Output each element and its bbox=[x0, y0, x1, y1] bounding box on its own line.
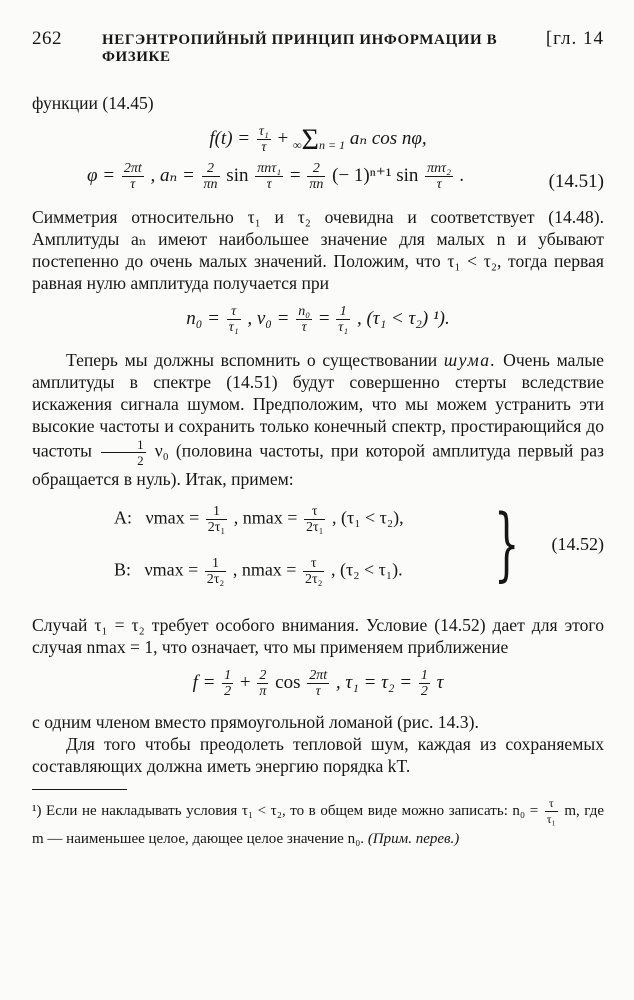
page-header bbox=[32, 28, 604, 66]
book-page bbox=[32, 28, 604, 978]
equation-number: (14.51) bbox=[548, 171, 604, 192]
intro-text: функции (14.45) bbox=[32, 93, 154, 113]
paragraph-symmetry: Симметрия относительно τ₁ и τ₂ очевидна и соответствует (14.48). Амплитуды aₙ имеют наибольшее значение для малых n и убывают постепенно до очень малых значений. Положим, что τ₁ < τ₂, тогда первая равная нулю амплитуда получается при bbox=[32, 207, 604, 293]
paragraph-thermal-noise: Для того чтобы преодолеть тепловой шум, каждая из сохраняемых составляющих должна иметь энергию порядка kT. bbox=[32, 734, 604, 776]
chapter-ref: [гл. 14 bbox=[545, 28, 604, 49]
equation-system-14-52 bbox=[32, 497, 604, 610]
footnote: ¹) Если не накладывать условия τ₁ < τ₂, то в общем виде можно записать: n₀ = $\frac{\tau}{\text{τ₁}}$ m, где m — наименьшее целое, дающее целое значение n₀. (Прим. перев.) bbox=[32, 796, 604, 847]
translator-note: (Прим. перев.) bbox=[367, 831, 460, 847]
case-a: A: νmax = $\frac{1}{\text{2τ₁}}$ , nmax = $\frac{\tau}{\text{2τ₁}}$ , (τ₁ < τ₂), bbox=[114, 504, 404, 535]
equation-14-51: φ = $\frac{2\pi t}{\tau}$ , aₙ = $\frac{2}{\pi n}$ sin $\frac{\text{πnτ₁}}{\tau}$ = $\frac{2}{\pi n}$ (− 1)ⁿ⁺¹ sin $\frac{\text{πnτ₂}}{\tau}$ . (14.51) bbox=[87, 161, 604, 192]
footnote-divider bbox=[32, 789, 127, 790]
fraction: $\frac{\text{τ₁}}{\tau}$ bbox=[258, 124, 269, 155]
equation-f-of-t: f(t) = $\frac{\text{τ₁}}{\tau}$ + ∞Σn = 1 aₙ cos nφ, bbox=[209, 122, 427, 156]
case-b: B: νmax = $\frac{1}{\text{2τ₂}}$ , nmax = $\frac{\tau}{\text{2τ₂}}$ , (τ₂ < τ₁). bbox=[114, 556, 403, 587]
paragraph-noise: Теперь мы должны вспомнить о существовании шума. Очень малые амплитуды в спектре (14.51) будут совершенно стерты вследствие искажения сигнала шумом. Предположим, что мы можем устранить эти высокие частоты и сохранить только конечный спектр, простирающийся до частоты $\frac{1}{2}$ ν₀ (половина частоты, при которой амплитуда первый раз обращается в нуль). Итак, примем: bbox=[32, 350, 604, 489]
page-number: 262 bbox=[32, 28, 62, 49]
summation-symbol: ∞Σn = 1 bbox=[292, 122, 346, 156]
equation-number: (14.52) bbox=[551, 534, 604, 554]
running-title: НЕГЭНТРОПИЙНЫЙ ПРИНЦИП ИНФОРМАЦИИ В ФИЗИКЕ bbox=[102, 32, 498, 65]
right-brace: } bbox=[494, 497, 520, 590]
paragraph-special-case: Случай τ₁ = τ₂ требует особого внимания. Условие (14.52) дает для этого случая nmax = 1, что означает, что мы применяем приближение bbox=[32, 615, 604, 657]
paragraph-one-term: с одним членом вместо прямоугольной ломаной (рис. 14.3). bbox=[32, 712, 479, 732]
equation-approximation: f = $\frac{1}{2}$ + $\frac{2}{\pi}$ cos $\frac{2\pi t}{\tau}$ , τ₁ = τ₂ = $\frac{1}{2}$ τ bbox=[192, 668, 444, 699]
equation-n0-v0: n₀ = $\frac{\tau}{\text{τ₁}}$ , ν₀ = $\frac{\text{n₀}}{\tau}$ = $\frac{1}{\text{τ₁}}$ , (τ₁ < τ₂) ¹). bbox=[186, 304, 450, 335]
